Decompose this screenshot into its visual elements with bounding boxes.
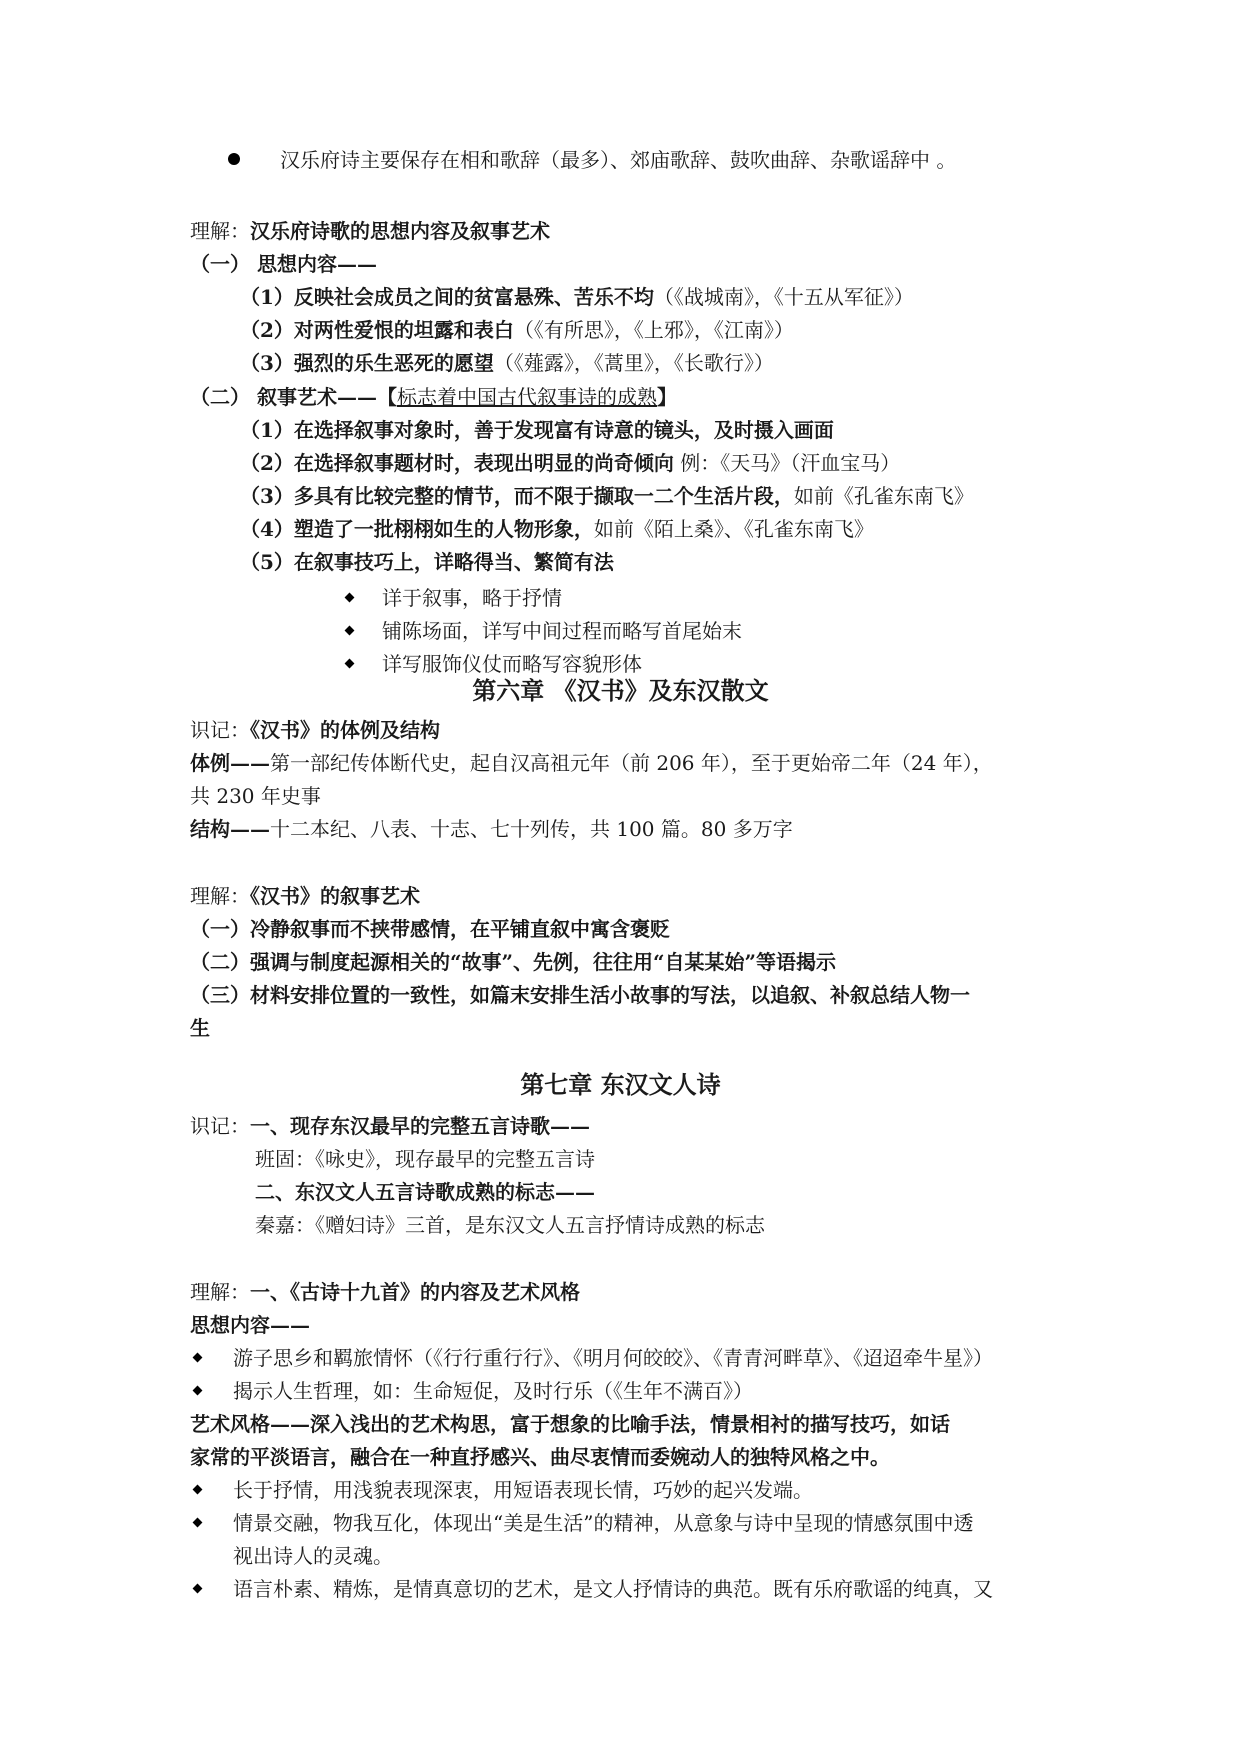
part2-underlined: 标志着中国古代叙事诗的成熟 <box>396 385 657 409</box>
ch7-content-item: 揭示人生哲理，如：生命短促，及时行乐（《生年不满百》） <box>233 1379 753 1403</box>
sub-bullet: 详于叙事，略于抒情 <box>382 586 562 610</box>
ch7-art-item: 长于抒情，用浅貌表现深衷，用短语表现长情，巧妙的起兴发端。 <box>233 1478 813 1502</box>
part2-item-bold: （3）多具有比较完整的情节，而不限于撷取一二个生活片段， <box>240 484 794 508</box>
ch7-recall-2-text: 秦嘉：《赠妇诗》三首，是东汉文人五言抒情诗成熟的标志 <box>255 1213 765 1237</box>
sub-bullet: 铺陈场面，详写中间过程而略写首尾始末 <box>382 619 742 643</box>
ch6-understand-heading: 《汉书》的叙事艺术 <box>250 884 420 908</box>
ch6-understand-line <box>190 883 420 909</box>
ch7-recall-line <box>190 1113 590 1139</box>
part2-item-bold: （4）塑造了一批栩栩如生的人物形象， <box>240 517 594 541</box>
part1-item-bold: （2）对两性爱恨的坦露和表白 <box>240 318 514 342</box>
ch7-art-item: 情景交融，物我互化，体现出“美是生活”的精神，从意象与诗中呈现的情感氛围中透 <box>233 1511 974 1535</box>
part2-item-bold: （5）在叙事技巧上，详略得当、繁简有法 <box>240 550 614 574</box>
ch6-recall-prefix: 识记： <box>190 718 250 742</box>
diamond-bullet-icon <box>193 1485 203 1495</box>
part1-item-bold: （3）强烈的乐生恶死的愿望 <box>240 351 494 375</box>
diamond-bullet-icon <box>345 626 355 636</box>
diamond-bullet-icon <box>345 659 355 669</box>
ch7-recall-1-text: 班固：《咏史》，现存最早的完整五言诗 <box>255 1147 595 1171</box>
part1-item-bold: （1）反映社会成员之间的贫富悬殊、苦乐不均 <box>240 285 654 309</box>
ch6-structure-text: 十二本纪、八表、十志、七十列传，共 100 篇。80 多万字 <box>270 817 793 841</box>
part1-item-normal: （《战城南》，《十五从军征》） <box>653 285 914 309</box>
diamond-bullet-icon <box>193 1353 203 1363</box>
part2-item-normal: 例：《天马》（汗血宝马） <box>673 451 901 475</box>
part2-title <box>190 384 677 410</box>
ch7-content-label: 思想内容—— <box>190 1313 310 1337</box>
part1-item <box>240 350 774 376</box>
diamond-bullet-icon <box>193 1518 203 1528</box>
ch7-understand-prefix: 理解： <box>190 1280 250 1304</box>
diamond-bullet-icon <box>345 593 355 603</box>
ch7-art-line-1: 艺术风格——深入浅出的艺术构思，富于想象的比喻手法，情景相衬的描写技巧，如话 <box>190 1412 950 1436</box>
ch6-recall-heading: 《汉书》的体例及结构 <box>250 718 440 742</box>
part2-item <box>240 417 834 443</box>
part2-item-normal: 如前《陌上桑》、《孔雀东南飞》 <box>593 517 874 541</box>
ch7-understand-line <box>190 1279 580 1305</box>
part2-bracket-open: 【 <box>376 385 397 409</box>
ch7-recall-prefix: 识记： <box>190 1114 250 1138</box>
ch7-understand-heading: 一、《古诗十九首》的内容及艺术风格 <box>250 1280 580 1304</box>
ch6-point: （二）强调与制度起源相关的“故事”、先例，往往用“自某某始”等语揭示 <box>190 950 837 974</box>
bullet-dot-icon <box>228 153 240 165</box>
ch6-point: （一）冷静叙事而不挟带感情，在平铺直叙中寓含褒贬 <box>190 917 670 941</box>
ch6-style-text: 第一部纪传体断代史，起自汉高祖元年（前 206 年），至于更始帝二年（24 年）， <box>270 751 993 775</box>
ch6-structure-line <box>190 816 793 842</box>
part1-item-normal: （《有所思》，《上邪》，《江南》） <box>513 318 794 342</box>
part1-title: （一） 思想内容—— <box>190 252 377 276</box>
part2-item <box>240 483 974 509</box>
ch6-style-line <box>190 750 993 776</box>
sub-bullet: 详写服饰仪仗而略写容貌形体 <box>382 652 642 676</box>
understand-heading: 汉乐府诗歌的思想内容及叙事艺术 <box>250 219 550 243</box>
ch7-art-line-2: 家常的平淡语言，融合在一种直抒感兴、曲尽衷情而委婉动人的独特风格之中。 <box>190 1445 890 1469</box>
part2-bracket-close: 】 <box>656 385 677 409</box>
diamond-bullet-icon <box>193 1386 203 1396</box>
ch6-point: （三）材料安排位置的一致性，如篇末安排生活小故事的写法，以追叙、补叙总结人物一 <box>190 983 970 1007</box>
ch6-understand-prefix: 理解： <box>190 884 250 908</box>
ch7-art-item-cont: 视出诗人的灵魂。 <box>233 1544 393 1568</box>
part1-item <box>240 317 794 343</box>
part2-item-bold: （1）在选择叙事对象时，善于发现富有诗意的镜头，及时摄入画面 <box>240 418 834 442</box>
part1-item-normal: （《薤露》，《蒿里》，《长歌行》） <box>493 351 774 375</box>
part2-item-bold: （2）在选择叙事题材时，表现出明显的尚奇倾向 <box>240 451 674 475</box>
bullet-text: 汉乐府诗主要保存在相和歌辞（最多）、郊庙歌辞、鼓吹曲辞、杂歌谣辞中 。 <box>280 148 957 172</box>
chapter-6-title: 第六章 《汉书》及东汉散文 <box>472 676 769 705</box>
chapter-7-title: 第七章 东汉文人诗 <box>520 1070 721 1099</box>
understand-heading-line <box>190 218 550 244</box>
ch6-style-label: 体例—— <box>190 751 270 775</box>
part2-item <box>240 549 614 575</box>
ch7-recall-1: 一、现存东汉最早的完整五言诗歌—— <box>250 1114 590 1138</box>
ch7-recall-2: 二、东汉文人五言诗歌成熟的标志—— <box>255 1180 595 1204</box>
ch6-style-line-2: 共 230 年史事 <box>190 784 321 808</box>
ch6-structure-label: 结构—— <box>190 817 270 841</box>
part2-prefix: （二） 叙事艺术—— <box>190 385 377 409</box>
ch6-point: 生 <box>190 1016 210 1040</box>
part2-item <box>240 516 874 542</box>
part2-item <box>240 450 900 476</box>
ch7-art-item: 语言朴素、精炼，是情真意切的艺术，是文人抒情诗的典范。既有乐府歌谣的纯真，又 <box>233 1577 993 1601</box>
part1-item <box>240 284 914 310</box>
understand-prefix: 理解： <box>190 219 250 243</box>
ch6-recall-line <box>190 717 440 743</box>
ch7-content-item: 游子思乡和羁旅情怀（《行行重行行》、《明月何皎皎》、《青青河畔草》、《迢迢牵牛星》） <box>233 1346 993 1370</box>
part2-item-normal: 如前《孔雀东南飞》 <box>793 484 974 508</box>
diamond-bullet-icon <box>193 1584 203 1594</box>
